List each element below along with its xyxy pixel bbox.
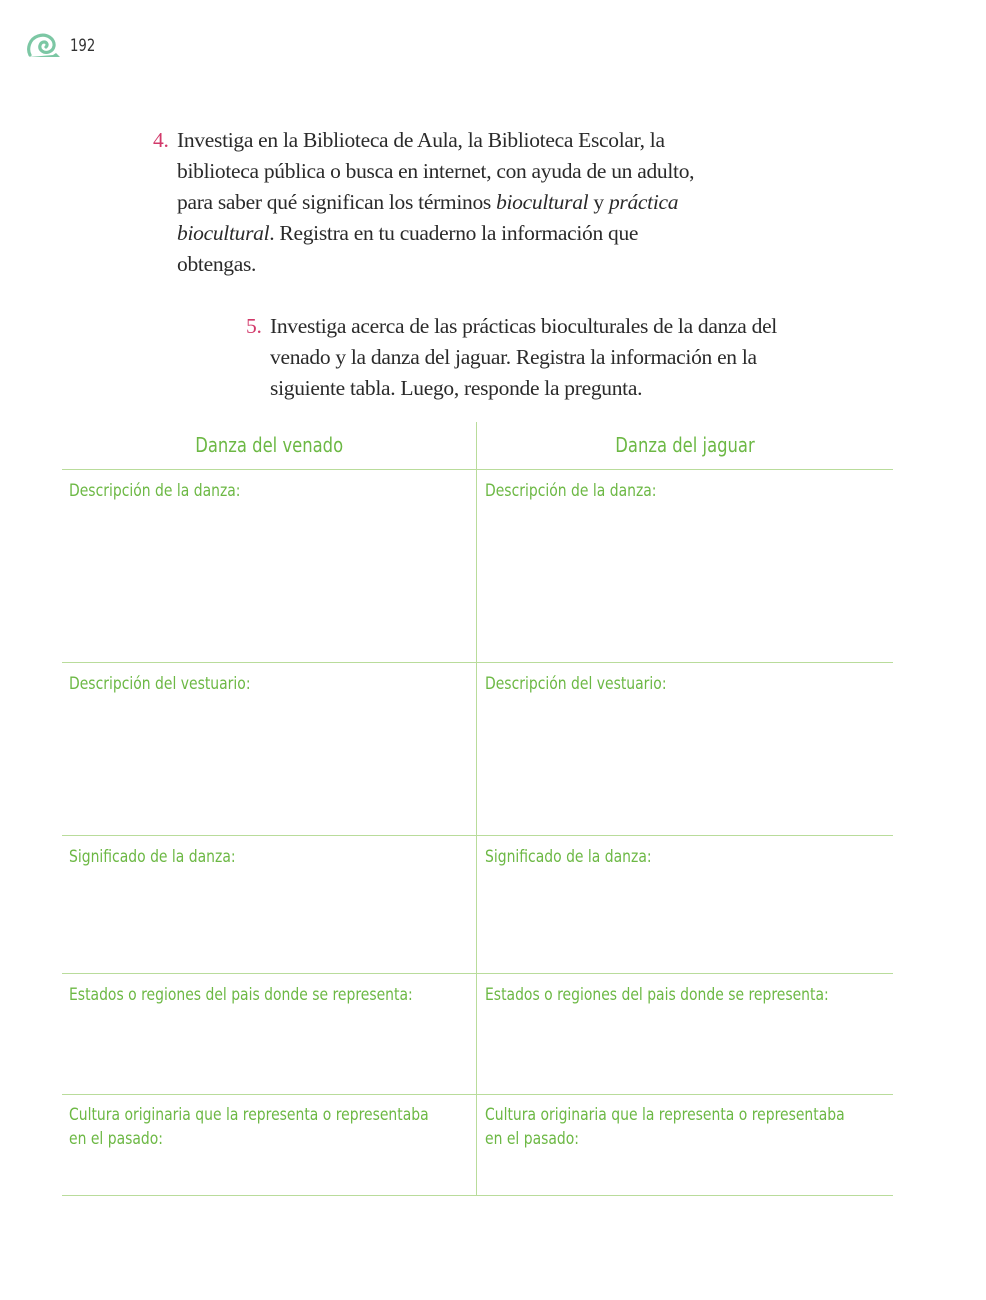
header-danza-venado: Danza del venado	[195, 433, 343, 457]
activity-text: Investiga en la Biblioteca de Aula, la Biblioteca Escolar, la biblioteca pública o busca en internet, con ayuda de un adulto, para saber qué significan los términos biocultural y práctica biocultural. Registra en tu cuaderno la información que obtengas.	[177, 128, 695, 276]
activity-text: Investiga acerca de las prácticas bioculturales de la danza del venado y la danza del jaguar. Registra la información en la siguiente tabla. Luego, responde la pregunta.	[270, 314, 777, 400]
jaguar-descripcion-vestuario-label: Descripción del vestuario:	[485, 674, 667, 694]
activity-4	[153, 125, 777, 280]
page-header	[26, 30, 102, 62]
snail-icon	[26, 31, 62, 61]
row-divider	[62, 1094, 893, 1095]
venado-estados-label: Estados o regiones del pais donde se representa:	[69, 985, 413, 1005]
row-divider	[62, 835, 893, 836]
row-divider	[62, 469, 893, 470]
jaguar-estados-label: Estados o regiones del pais donde se representa:	[485, 985, 829, 1005]
jaguar-cultura-label: Cultura originaria que la representa o representaba en el pasado:	[485, 1105, 845, 1149]
activity-5	[246, 311, 830, 404]
row-divider	[62, 662, 893, 663]
venado-descripcion-danza-label: Descripción de la danza:	[69, 481, 241, 501]
page-number: 192	[70, 36, 96, 56]
column-divider	[476, 422, 477, 1195]
jaguar-descripcion-danza-label: Descripción de la danza:	[485, 481, 657, 501]
jaguar-significado-label: Significado de la danza:	[485, 847, 652, 867]
dance-comparison-table	[62, 422, 893, 1196]
venado-significado-label: Significado de la danza:	[69, 847, 236, 867]
activity-number: 4.	[153, 128, 169, 152]
venado-descripcion-vestuario-label: Descripción del vestuario:	[69, 674, 251, 694]
header-danza-jaguar: Danza del jaguar	[615, 433, 755, 457]
row-divider	[62, 1195, 893, 1196]
venado-cultura-label: Cultura originaria que la representa o representaba en el pasado:	[69, 1105, 429, 1149]
activity-number: 5.	[246, 314, 262, 338]
row-divider	[62, 973, 893, 974]
